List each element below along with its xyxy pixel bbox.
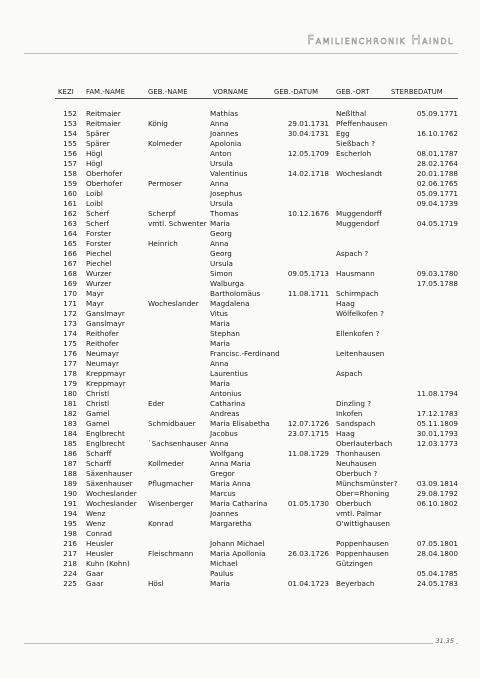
cell-kezi: 170 — [63, 289, 77, 298]
cell-vorname: Georg — [210, 249, 232, 258]
cell-geb-ort: Muggendorff — [336, 209, 382, 218]
cell-fam-name: Neumayr — [86, 359, 119, 368]
cell-fam-name: Reithofer — [86, 329, 119, 338]
cell-sterbedatum: 20.01.1788 — [416, 169, 458, 178]
table-row — [0, 209, 480, 219]
table-row — [0, 409, 480, 419]
cell-geb-name: Scherpf — [148, 209, 176, 218]
column-header-vorname: VORNAME — [213, 88, 249, 96]
cell-kezi: 164 — [63, 229, 77, 238]
cell-sterbedatum: 28.04.1800 — [416, 549, 458, 558]
table-row — [0, 129, 480, 139]
cell-geb-name: Pflugmacher — [148, 479, 194, 488]
table-row — [0, 179, 480, 189]
cell-geb-name: Fleischmann — [148, 549, 194, 558]
header-underline — [55, 98, 458, 99]
table-row — [0, 519, 480, 529]
cell-vorname: Anna Maria — [210, 459, 251, 468]
cell-vorname: Joannes — [210, 129, 239, 138]
cell-geb-ort: Sießbach ? — [336, 139, 376, 148]
cell-vorname: Walburga — [210, 279, 244, 288]
cell-kezi: 160 — [63, 189, 77, 198]
cell-geb-ort: Oberbuch ? — [336, 469, 378, 478]
cell-geb-name: vmtl. Schwenter — [148, 219, 207, 228]
cell-geb-name: Konrad — [148, 519, 174, 528]
cell-vorname: Maria Elisabetha — [210, 419, 270, 428]
table-row — [0, 279, 480, 289]
cell-vorname: Magdalena — [210, 299, 250, 308]
cell-fam-name: Piechel — [86, 259, 112, 268]
cell-geb-ort: Neßlthal — [336, 109, 367, 118]
cell-kezi: 195 — [63, 519, 77, 528]
genealogy-table — [0, 84, 480, 589]
cell-vorname: Johann Michael — [210, 539, 265, 548]
cell-vorname: Marcus — [210, 489, 236, 498]
cell-vorname: Andreas — [210, 409, 240, 418]
cell-fam-name: Forster — [86, 239, 112, 248]
cell-kezi: 180 — [63, 389, 77, 398]
table-row — [0, 309, 480, 319]
cell-sterbedatum: 05.11.1809 — [416, 419, 458, 428]
cell-geb-ort: Oberbuch — [336, 499, 372, 508]
cell-kezi: 162 — [63, 209, 77, 218]
cell-kezi: 225 — [63, 579, 77, 588]
cell-kezi: 198 — [63, 529, 77, 538]
cell-fam-name: Wurzer — [86, 269, 112, 278]
cell-fam-name: Reitmaier — [86, 119, 121, 128]
cell-vorname: Ursula — [210, 199, 233, 208]
column-header-fam-name: FAM.-NAME — [86, 88, 126, 96]
cell-geb-ort: Neuhausen — [336, 459, 377, 468]
cell-kezi: 187 — [63, 459, 77, 468]
cell-kezi: 158 — [63, 169, 77, 178]
cell-geb-name: Kolmeder — [148, 139, 183, 148]
table-row — [0, 259, 480, 269]
cell-vorname: Bartholomäus — [210, 289, 261, 298]
cell-kezi: 159 — [63, 179, 77, 188]
cell-fam-name: Wocheslander — [86, 489, 137, 498]
cell-geb-ort: Pfeffenhausen — [336, 119, 388, 128]
cell-kezi: 167 — [63, 259, 77, 268]
cell-geb-ort: Muggendorf — [336, 219, 380, 228]
table-row — [0, 549, 480, 559]
cell-fam-name: Englbrecht — [86, 439, 125, 448]
table-row — [0, 229, 480, 239]
cell-geb-ort: Ellenkofen ? — [336, 329, 380, 338]
table-row — [0, 419, 480, 429]
cell-fam-name: Heusler — [86, 539, 114, 548]
cell-fam-name: Piechel — [86, 249, 112, 258]
column-header-geb-datum: GEB.-DATUM — [274, 88, 319, 96]
cell-fam-name: Wenz — [86, 519, 106, 528]
cell-kezi: 177 — [63, 359, 77, 368]
cell-kezi: 163 — [63, 219, 77, 228]
table-row — [0, 109, 480, 119]
cell-sterbedatum: 03.09.1814 — [416, 479, 458, 488]
table-row — [0, 269, 480, 279]
table-row — [0, 299, 480, 309]
cell-vorname: Anna — [210, 119, 229, 128]
cell-vorname: Paulus — [210, 569, 234, 578]
table-row — [0, 169, 480, 179]
table-row — [0, 339, 480, 349]
cell-fam-name: Kreppmayr — [86, 379, 126, 388]
cell-kezi: 190 — [63, 489, 77, 498]
cell-sterbedatum: 06.10.1802 — [416, 499, 458, 508]
table-row — [0, 359, 480, 369]
cell-vorname: Vitus — [210, 309, 228, 318]
cell-geb-ort: Escherloh — [336, 149, 372, 158]
cell-kezi: 178 — [63, 369, 77, 378]
cell-fam-name: Wocheslander — [86, 499, 137, 508]
table-row — [0, 249, 480, 259]
cell-geb-ort: Gützingen — [336, 559, 373, 568]
cell-fam-name: Christl — [86, 399, 110, 408]
cell-fam-name: Spärer — [86, 129, 110, 138]
cell-kezi: 218 — [63, 559, 77, 568]
cell-fam-name: Högl — [86, 159, 103, 168]
table-row — [0, 449, 480, 459]
cell-vorname: Anna — [210, 359, 229, 368]
table-row — [0, 349, 480, 359]
cell-fam-name: Heusler — [86, 549, 114, 558]
cell-geb-datum: 12.07.1726 — [287, 419, 329, 428]
cell-fam-name: Conrad — [86, 529, 112, 538]
table-row — [0, 469, 480, 479]
cell-geb-ort: Haag — [336, 429, 355, 438]
cell-kezi: 179 — [63, 379, 77, 388]
cell-geb-ort: Aspach ? — [336, 249, 369, 258]
cell-kezi: 182 — [63, 409, 77, 418]
cell-fam-name: Forster — [86, 229, 112, 238]
cell-fam-name: Gamel — [86, 419, 110, 428]
cell-kezi: 184 — [63, 429, 77, 438]
cell-geb-datum: 12.05.1709 — [287, 149, 329, 158]
cell-vorname: Ursula — [210, 259, 233, 268]
cell-geb-ort: Münchsmünster? — [336, 479, 398, 488]
cell-fam-name: Gamel — [86, 409, 110, 418]
cell-fam-name: Ganslmayr — [86, 319, 125, 328]
cell-vorname: Margaretha — [210, 519, 252, 528]
table-row — [0, 239, 480, 249]
cell-vorname: Anna — [210, 239, 229, 248]
cell-fam-name: Scherf — [86, 209, 109, 218]
table-row — [0, 199, 480, 209]
cell-kezi: 224 — [63, 569, 77, 578]
table-header-row — [0, 84, 480, 96]
table-row — [0, 429, 480, 439]
page-title: Familienchronik Haindl — [307, 33, 454, 47]
cell-fam-name: Kreppmayr — [86, 369, 126, 378]
cell-kezi: 188 — [63, 469, 77, 478]
cell-kezi: 185 — [63, 439, 77, 448]
cell-vorname: Mathias — [210, 109, 239, 118]
table-row — [0, 149, 480, 159]
table-row — [0, 529, 480, 539]
cell-geb-ort: vmtl. Palmar — [336, 509, 382, 518]
table-row — [0, 389, 480, 399]
cell-geb-name: `Sachsenhauser — [148, 439, 207, 448]
cell-geb-name: Hösl — [148, 579, 164, 588]
cell-vorname: Stephan — [210, 329, 240, 338]
cell-kezi: 172 — [63, 309, 77, 318]
table-body — [0, 109, 480, 589]
cell-vorname: Joannes — [210, 509, 239, 518]
table-row — [0, 489, 480, 499]
table-row — [0, 479, 480, 489]
cell-sterbedatum: 16.10.1762 — [416, 129, 458, 138]
cell-vorname: Maria — [210, 219, 230, 228]
cell-kezi: 171 — [63, 299, 77, 308]
cell-fam-name: Mayr — [86, 299, 104, 308]
cell-kezi: 186 — [63, 449, 77, 458]
cell-geb-name: Kollmeder — [148, 459, 185, 468]
cell-sterbedatum: 08.01.1787 — [416, 149, 458, 158]
cell-geb-ort: Ober=Rhoning — [336, 489, 390, 498]
cell-vorname: Thomas — [210, 209, 239, 218]
cell-fam-name: Ganslmayr — [86, 309, 125, 318]
table-row — [0, 159, 480, 169]
cell-sterbedatum: 04.05.1719 — [416, 219, 458, 228]
cell-fam-name: Scharff — [86, 459, 112, 468]
cell-kezi: 157 — [63, 159, 77, 168]
cell-kezi: 169 — [63, 279, 77, 288]
cell-geb-datum: 26.03.1726 — [287, 549, 329, 558]
cell-vorname: Maria Apollonia — [210, 549, 266, 558]
cell-vorname: Catharina — [210, 399, 246, 408]
cell-geb-ort: Aspach — [336, 369, 363, 378]
cell-vorname: Anna — [210, 439, 229, 448]
cell-kezi: 194 — [63, 509, 77, 518]
cell-geb-name: Eder — [148, 399, 165, 408]
table-row — [0, 459, 480, 469]
cell-geb-ort: Dinzling ? — [336, 399, 372, 408]
cell-fam-name: Mayr — [86, 289, 104, 298]
cell-geb-ort: Wocheslandt — [336, 169, 383, 178]
cell-kezi: 166 — [63, 249, 77, 258]
cell-fam-name: Spärer — [86, 139, 110, 148]
cell-kezi: 154 — [63, 129, 77, 138]
cell-kezi: 152 — [63, 109, 77, 118]
table-row — [0, 329, 480, 339]
cell-vorname: Anna — [210, 179, 229, 188]
cell-fam-name: Loibl — [86, 189, 103, 198]
cell-sterbedatum: 05.04.1785 — [416, 569, 458, 578]
table-row — [0, 579, 480, 589]
cell-fam-name: Oberhofer — [86, 179, 123, 188]
cell-geb-datum: 01.04.1723 — [287, 579, 329, 588]
table-row — [0, 399, 480, 409]
cell-sterbedatum: 07.05.1801 — [416, 539, 458, 548]
cell-vorname: Ursula — [210, 159, 233, 168]
cell-fam-name: Neumayr — [86, 349, 119, 358]
cell-geb-datum: 29.01.1731 — [287, 119, 329, 128]
column-header-kezi: KEZI — [58, 88, 74, 96]
cell-kezi: 174 — [63, 329, 77, 338]
cell-geb-datum: 10.12.1676 — [287, 209, 329, 218]
cell-vorname: Valentinus — [210, 169, 248, 178]
cell-kezi: 153 — [63, 119, 77, 128]
cell-geb-datum: 11.08.1711 — [287, 289, 329, 298]
cell-geb-datum: 14.02.1718 — [287, 169, 329, 178]
cell-geb-ort: Sandspach — [336, 419, 376, 428]
cell-geb-datum: 09.05.1713 — [287, 269, 329, 278]
cell-vorname: Maria — [210, 319, 230, 328]
cell-vorname: Gregor — [210, 469, 235, 478]
table-row — [0, 189, 480, 199]
cell-vorname: Michael — [210, 559, 238, 568]
cell-fam-name: Reithofer — [86, 339, 119, 348]
cell-kezi: 176 — [63, 349, 77, 358]
cell-sterbedatum: 09.04.1739 — [416, 199, 458, 208]
cell-kezi: 191 — [63, 499, 77, 508]
cell-vorname: Apolonia — [210, 139, 242, 148]
cell-geb-ort: Leitenhausen — [336, 349, 385, 358]
cell-fam-name: Gaar — [86, 569, 104, 578]
page-number: 31.35 — [435, 637, 454, 645]
cell-geb-ort: Beyerbach — [336, 579, 375, 588]
table-row — [0, 439, 480, 449]
cell-fam-name: Scherf — [86, 219, 109, 228]
cell-kezi: 216 — [63, 539, 77, 548]
table-row — [0, 569, 480, 579]
cell-geb-ort: Wölfelkofen ? — [336, 309, 384, 318]
cell-geb-name: König — [148, 119, 168, 128]
cell-geb-ort: Hausmann — [336, 269, 375, 278]
cell-geb-ort: Inkofen — [336, 409, 363, 418]
cell-fam-name: Loibl — [86, 199, 103, 208]
cell-geb-ort: Thonhausen — [336, 449, 381, 458]
cell-fam-name: Gaar — [86, 579, 104, 588]
table-row — [0, 369, 480, 379]
page-header — [0, 0, 480, 60]
cell-vorname: Georg — [210, 229, 232, 238]
cell-vorname: Antonius — [210, 389, 242, 398]
footer-divider — [24, 643, 458, 644]
column-header-sterbedatum: STERBEDATUM — [391, 88, 443, 96]
cell-sterbedatum: 05.09.1771 — [416, 109, 458, 118]
header-divider — [24, 53, 458, 54]
cell-kezi: 183 — [63, 419, 77, 428]
cell-geb-name: Wisenberger — [148, 499, 194, 508]
table-row — [0, 509, 480, 519]
cell-geb-ort: Poppenhausen — [336, 539, 389, 548]
cell-fam-name: Kuhn (Kohn) — [86, 559, 130, 568]
cell-kezi: 181 — [63, 399, 77, 408]
cell-sterbedatum: 17.12.1783 — [416, 409, 458, 418]
table-row — [0, 379, 480, 389]
cell-geb-name: Heinrich — [148, 239, 178, 248]
cell-vorname: Maria — [210, 379, 230, 388]
cell-geb-ort: Schirmpach — [336, 289, 379, 298]
column-header-geb-ort: GEB.-ORT — [336, 88, 370, 96]
cell-kezi: 168 — [63, 269, 77, 278]
cell-vorname: Maria Catharina — [210, 499, 268, 508]
cell-fam-name: Wenz — [86, 509, 106, 518]
cell-geb-ort: Egg — [336, 129, 350, 138]
cell-fam-name: Reitmaier — [86, 109, 121, 118]
table-row — [0, 559, 480, 569]
cell-geb-ort: Haag — [336, 299, 355, 308]
cell-sterbedatum: 28.02.1764 — [416, 159, 458, 168]
cell-geb-datum: 01.05.1730 — [287, 499, 329, 508]
cell-geb-datum: 11.08.1729 — [287, 449, 329, 458]
cell-geb-ort: Poppenhausen — [336, 549, 389, 558]
cell-sterbedatum: 12.03.1773 — [416, 439, 458, 448]
cell-geb-ort: Oberlauterbach — [336, 439, 393, 448]
cell-sterbedatum: 11.08.1794 — [416, 389, 458, 398]
column-header-geb-name: GEB.-NAME — [148, 88, 188, 96]
table-row — [0, 119, 480, 129]
cell-kezi: 189 — [63, 479, 77, 488]
table-row — [0, 499, 480, 509]
cell-vorname: Simon — [210, 269, 233, 278]
cell-sterbedatum: 05.09.1771 — [416, 189, 458, 198]
cell-vorname: Maria Anna — [210, 479, 251, 488]
cell-kezi: 161 — [63, 199, 77, 208]
cell-sterbedatum: 30.01.1793 — [416, 429, 458, 438]
cell-kezi: 175 — [63, 339, 77, 348]
cell-kezi: 165 — [63, 239, 77, 248]
cell-vorname: Maria — [210, 579, 230, 588]
cell-vorname: Wolfgang — [210, 449, 244, 458]
cell-sterbedatum: 24.05.1783 — [416, 579, 458, 588]
cell-fam-name: Säxenhauser — [86, 469, 133, 478]
cell-geb-name: Wocheslander — [148, 299, 199, 308]
cell-sterbedatum: 09.03.1780 — [416, 269, 458, 278]
table-row — [0, 139, 480, 149]
cell-geb-name: Schmidbauer — [148, 419, 196, 428]
cell-vorname: Laurentius — [210, 369, 248, 378]
cell-fam-name: Oberhofer — [86, 169, 123, 178]
cell-geb-datum: 30.04.1731 — [287, 129, 329, 138]
cell-vorname: Maria — [210, 339, 230, 348]
cell-geb-name: Permoser — [148, 179, 182, 188]
cell-vorname: Anton — [210, 149, 232, 158]
cell-fam-name: Englbrecht — [86, 429, 125, 438]
cell-geb-ort: O'wittighausen — [336, 519, 390, 528]
cell-kezi: 156 — [63, 149, 77, 158]
table-row — [0, 289, 480, 299]
cell-sterbedatum: 02.06.1765 — [416, 179, 458, 188]
cell-fam-name: Scharff — [86, 449, 112, 458]
table-row — [0, 219, 480, 229]
cell-vorname: Jacobus — [210, 429, 238, 438]
cell-fam-name: Säxenhauser — [86, 479, 133, 488]
table-row — [0, 319, 480, 329]
cell-fam-name: Wurzer — [86, 279, 112, 288]
cell-sterbedatum: 17.05.1788 — [416, 279, 458, 288]
cell-kezi: 217 — [63, 549, 77, 558]
table-row — [0, 539, 480, 549]
cell-sterbedatum: 29.08.1792 — [416, 489, 458, 498]
cell-vorname: Josephus — [210, 189, 243, 198]
cell-geb-datum: 23.07.1715 — [287, 429, 329, 438]
cell-kezi: 155 — [63, 139, 77, 148]
cell-fam-name: Christl — [86, 389, 110, 398]
cell-fam-name: Högl — [86, 149, 103, 158]
cell-kezi: 173 — [63, 319, 77, 328]
cell-vorname: Francisc.-Ferdinand — [210, 349, 280, 358]
